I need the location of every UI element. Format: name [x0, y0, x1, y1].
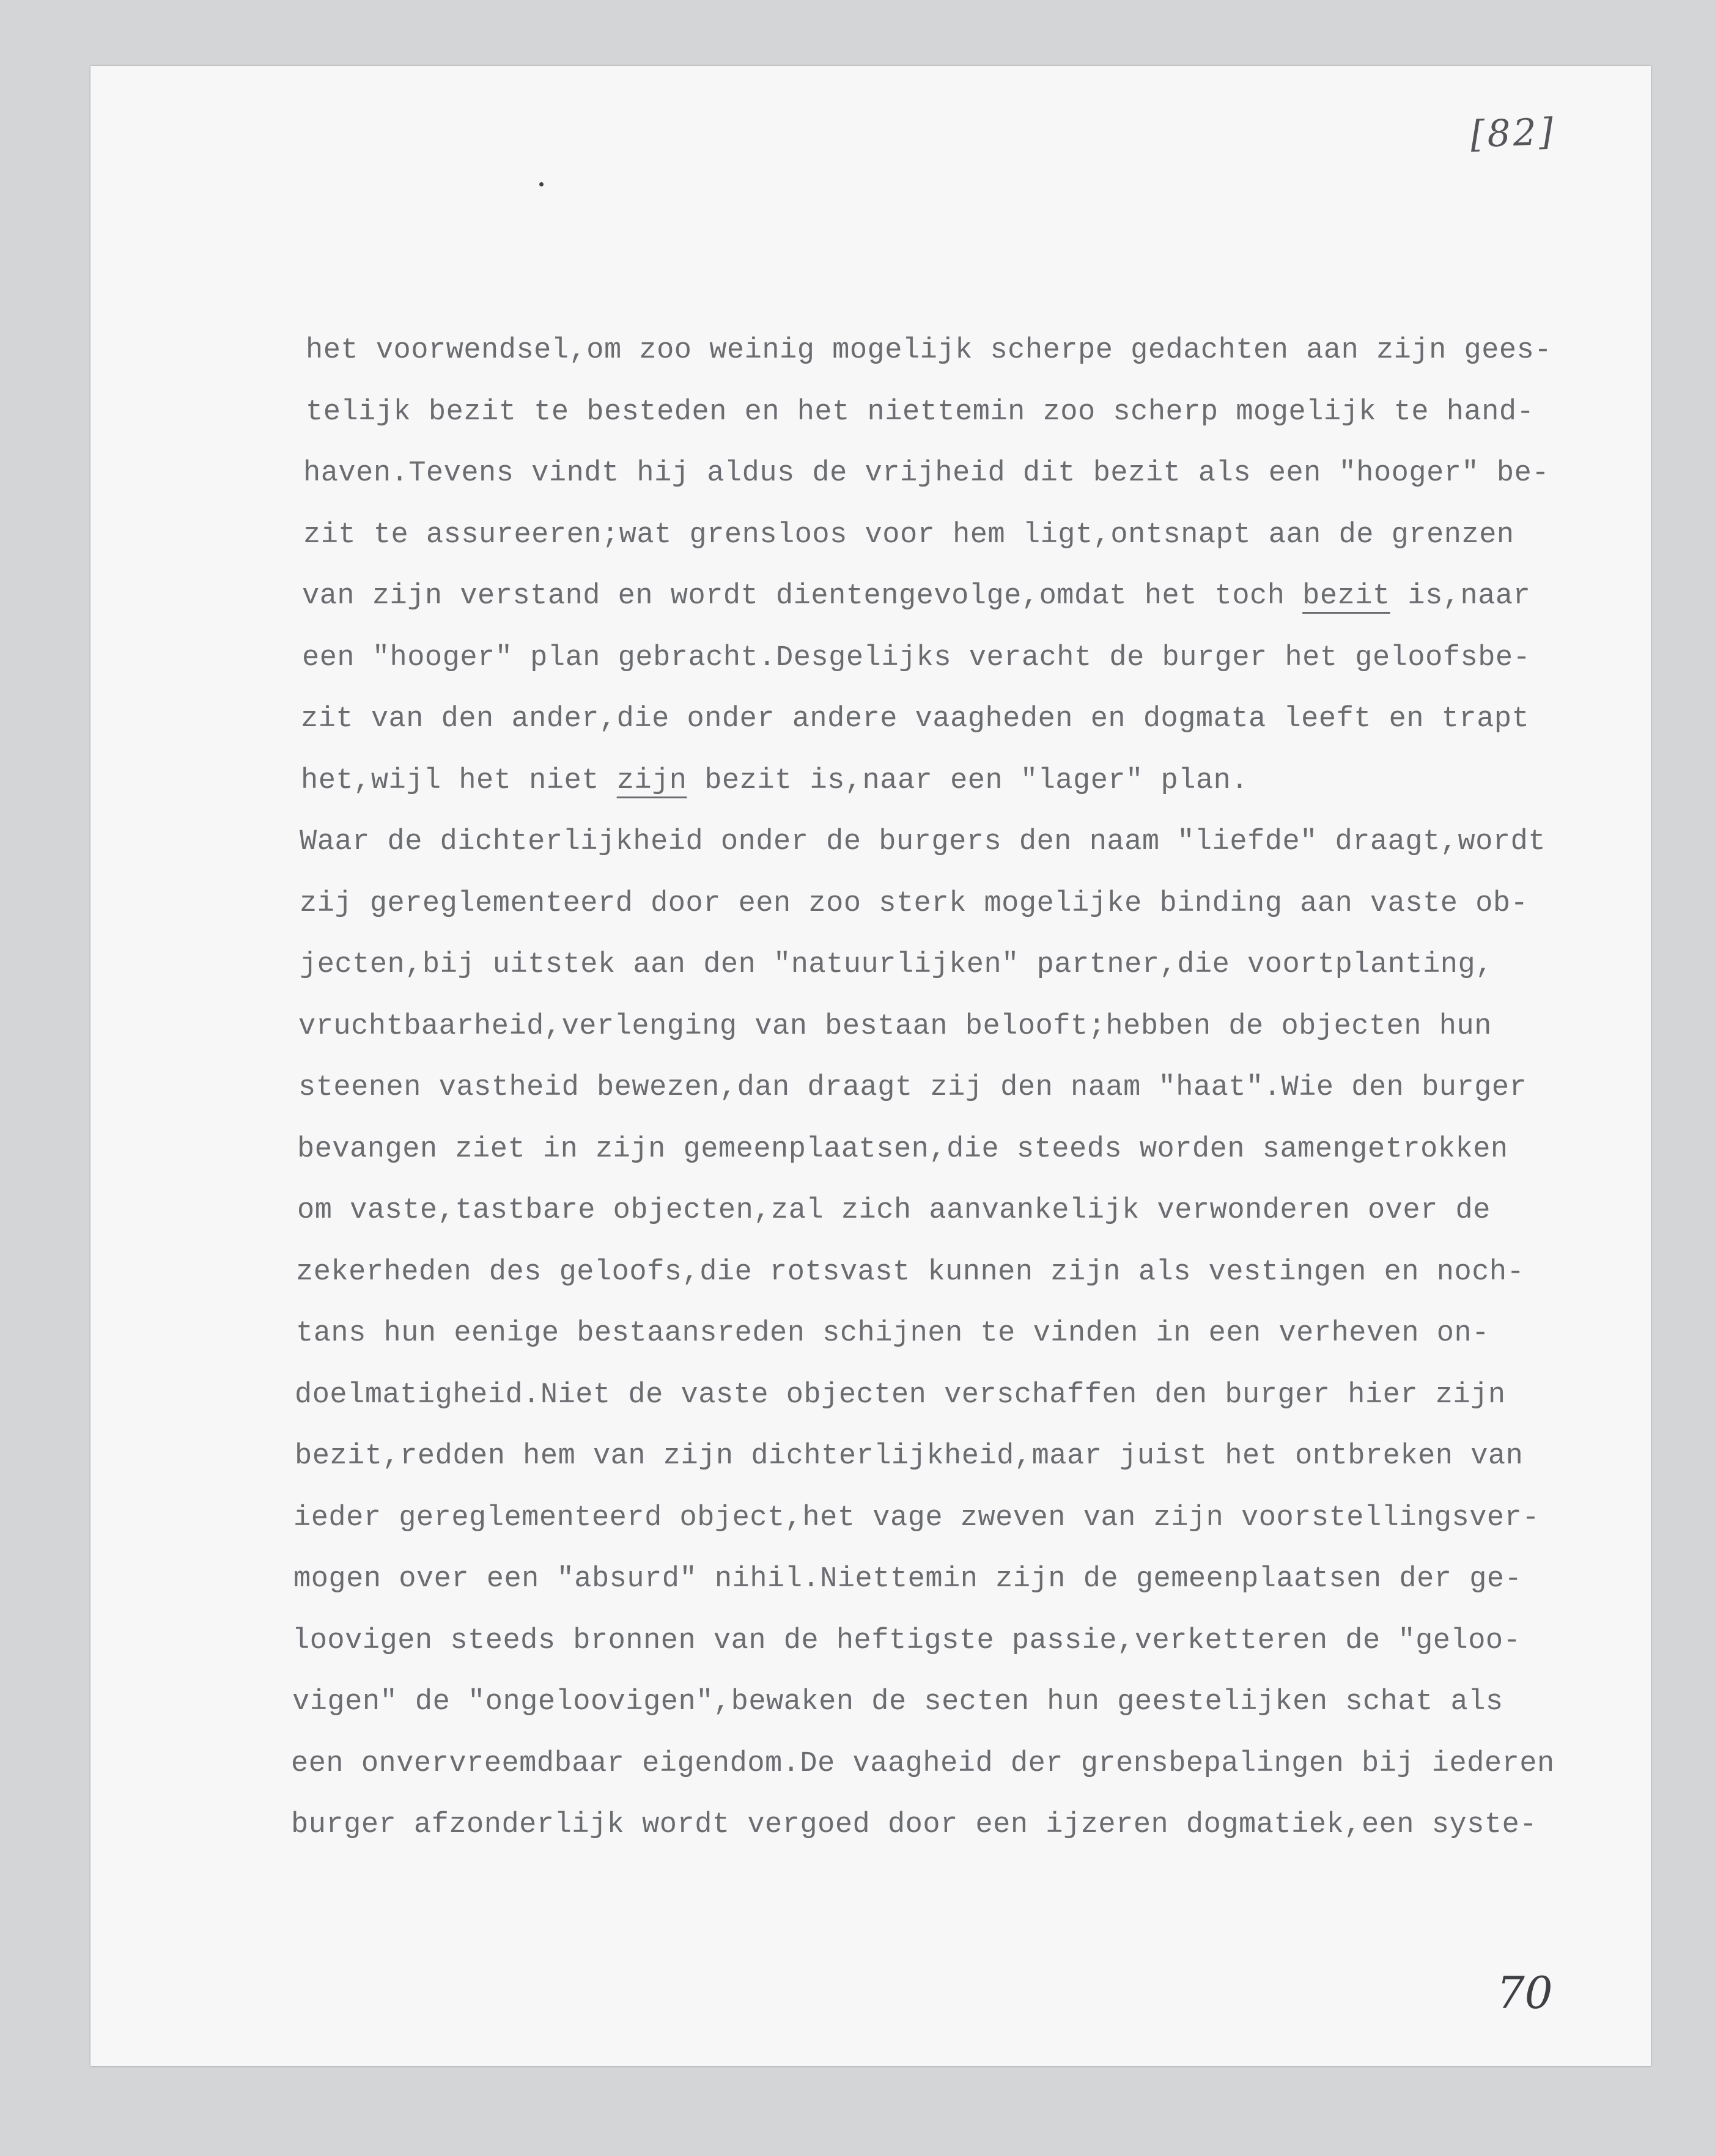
text-line: om vaste,tastbare objecten,zal zich aanvankelijk verwonderen over de	[297, 1194, 1491, 1227]
text-line: burger afzonderlijk wordt vergoed door een ijzeren dogmatiek,een syste-	[291, 1809, 1538, 1841]
underlined-word: zijn	[616, 764, 687, 797]
text-segment: van zijn verstand en wordt dientengevolge,omdat het toch	[302, 580, 1303, 613]
text-segment: het,wijl het niet	[301, 764, 617, 797]
text-line: het voorwendsel,om zoo weinig mogelijk scherpe gedachten aan zijn gees-	[306, 334, 1552, 367]
folio-mark: [82]	[1469, 110, 1557, 156]
text-line: loovigen steeds bronnen van de heftigste passie,verketteren de "geloo-	[292, 1624, 1521, 1657]
text-line: steenen vastheid bewezen,dan draagt zij den naam "haat".Wie den burger	[298, 1072, 1527, 1104]
text-line: telijk bezit te besteden en het niettemin zoo scherp mogelijk te hand-	[306, 396, 1535, 429]
text-line: mogen over een "absurd" nihil.Niettemin zijn de gemeenplaatsen der ge-	[293, 1563, 1522, 1595]
text-line: zekerheden des geloofs,die rotsvast kunnen zijn als vestingen en noch-	[296, 1256, 1525, 1289]
text-line: doelmatigheid.Niet de vaste objecten verschaffen den burger hier zijn	[295, 1378, 1506, 1411]
text-line: zit te assureeren;wat grensloos voor hem ligt,ontsnapt aan de grenzen	[303, 518, 1514, 551]
text-line	[301, 751, 1645, 812]
text-line	[302, 566, 1645, 628]
text-segment: is,naar	[1390, 580, 1531, 613]
page-number: 70	[1497, 1967, 1553, 2018]
text-line: een "hooger" plan gebracht.Desgelijks veracht de burger het geloofsbe-	[302, 641, 1531, 674]
text-line: jecten,bij uitstek aan den "natuurlijken" partner,die voortplanting,	[300, 949, 1493, 981]
text-segment: bezit is,naar een "lager" plan.	[687, 764, 1249, 797]
text-line: bezit,redden hem van zijn dichterlijkheid,maar juist het ontbreken van	[295, 1440, 1524, 1473]
text-line: bevangen ziet in zijn gemeenplaatsen,die steeds worden samengetrokken	[297, 1133, 1508, 1166]
text-line: een onvervreemdbaar eigendom.De vaagheid der grensbepalingen bij iederen	[291, 1747, 1555, 1780]
text-line: haven.Tevens vindt hij aldus de vrijheid dit bezit als een "hooger" be-	[303, 457, 1550, 490]
typed-text-body	[291, 320, 1645, 1856]
text-line: vruchtbaarheid,verlenging van bestaan belooft;hebben de objecten hun	[298, 1010, 1492, 1043]
text-line: zit van den ander,die onder andere vaagheden en dogmata leeft en trapt	[301, 703, 1530, 735]
text-line: tans hun eenige bestaansreden schijnen te vinden in een verheven on-	[296, 1317, 1489, 1350]
text-line: ieder gereglementeerd object,het vage zweven van zijn voorstellingsver-	[293, 1501, 1540, 1534]
text-line: Waar de dichterlijkheid onder de burgers den naam "liefde" draagt,wordt	[300, 826, 1546, 858]
ink-dot	[539, 182, 544, 186]
underlined-word: bezit	[1302, 580, 1390, 613]
text-line: zij gereglementeerd door een zoo sterk mogelijke binding aan vaste ob-	[300, 887, 1529, 920]
text-line: vigen" de "ongeloovigen",bewaken de secten hun geestelijken schat als	[292, 1686, 1503, 1718]
